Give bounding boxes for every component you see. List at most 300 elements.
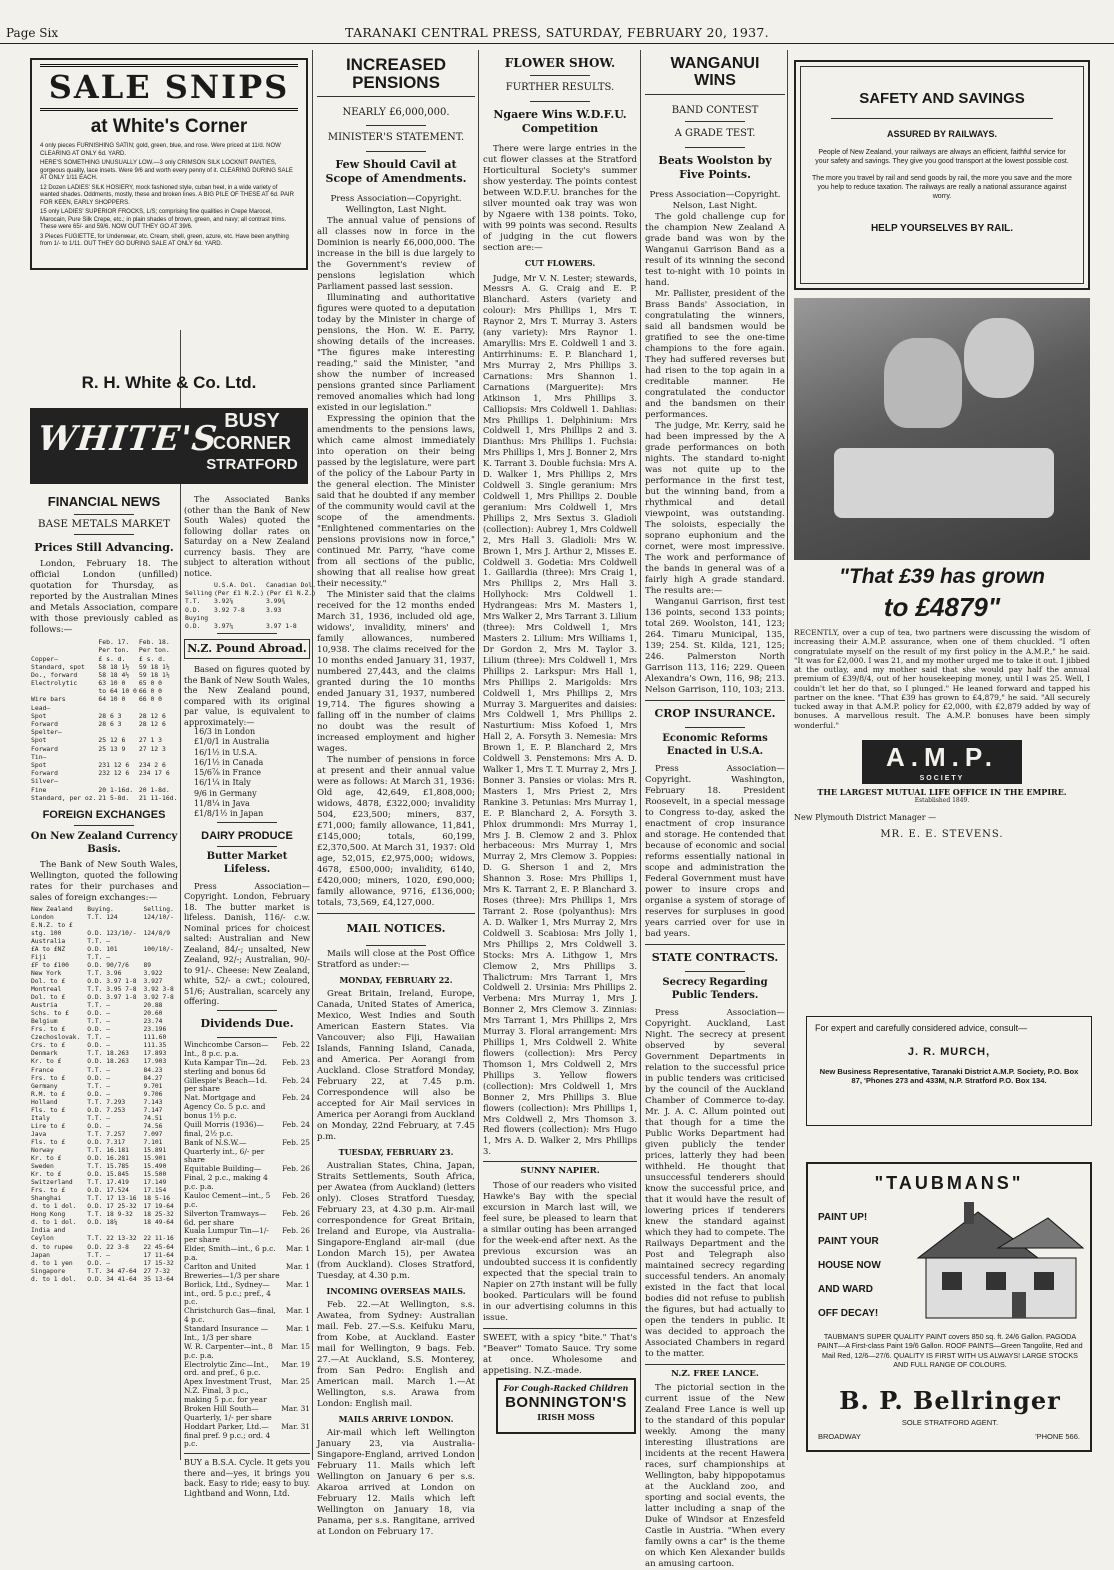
table-cell: Ceylon xyxy=(31,1235,54,1243)
column-rule xyxy=(787,50,788,1460)
crop-body: Press Association—Copyright. Washington, February 18. President Roosevelt, in a special message to Congress to-day, asked the enactment of crop insurance and storage. He contended that because of economic and social reforms essentially national in scope and administration the Federal Government must have power to insure crops and organise a system of storage of reserves for surpluses in good years carried over for use in bad years. xyxy=(645,764,785,940)
sunny-napier-body: Those of our readers who visited Hawke's Bay with the special excursion in March last will, we feel sure, be pleased to learn that a similar outing has been arranged for the week-end after next. As the previous excursion was an undoubted success it is confidently expected that the special train to Napier on 27th instant will be fully booked. Particulars will be found in our advertising columns in this issue. xyxy=(483,1181,637,1324)
table-cell: O.D. 34 41-64 xyxy=(87,1275,137,1283)
table-row xyxy=(30,1195,178,1203)
list-item xyxy=(184,1378,310,1405)
list-item: 9/6 in Germany xyxy=(194,788,257,798)
table-row xyxy=(30,1244,178,1252)
table-row xyxy=(30,646,178,654)
table-cell: Singapore xyxy=(31,1267,66,1275)
amp-logo xyxy=(862,740,1022,784)
mail-tuesday: TUESDAY, FEBRUARY 23. xyxy=(338,1146,454,1157)
amp-story: RECENTLY, over a cup of tea, two partners were discussing the wisdom of increasing their A.M.P. assurance, when one of them chuckled. "I often congratulate myself on the result of my first policy in the A.M.P.," he said. "It was for £2,000. I was 21, and my mother urged me to take it out. I jibbed at the outlay, and my mother said that she would pay half the annual premium of £39/8/4, out of her housekeeping money, until I was 25. Well, I couldn't let her do that, so I plunged." He leaned forward and tapped his partner on the knee. "That £39 has grown to £4,879," he said. "All securely tucked away in that A.M.P. policy for £2,000, with £2,879 added by way of bonuses. A marvellous result. The A.M.P. bonuses have been simply wonderful." xyxy=(794,628,1090,730)
table-row xyxy=(30,930,178,938)
list-item: 15/6⅞ in France xyxy=(194,768,262,778)
largest-mutual: THE LARGEST MUTUAL LIFE OFFICE IN THE EMPIRE. xyxy=(817,786,1067,797)
house-chimney xyxy=(964,1202,974,1224)
a-grade-heading: A GRADE TEST. xyxy=(674,128,756,140)
table-cell: Tin— xyxy=(31,752,47,761)
wanganui-column xyxy=(645,55,785,1569)
table-cell xyxy=(143,954,179,962)
list-item xyxy=(184,1059,310,1077)
table-cell: 27 1 3 xyxy=(138,736,162,745)
list-item xyxy=(184,1343,310,1361)
slogan-line: AND WARD xyxy=(818,1284,873,1295)
table-cell: 17.893 xyxy=(143,1050,167,1058)
table-cell: O.D. xyxy=(185,605,201,614)
crop-insurance-heading: CROP INSURANCE. xyxy=(654,707,776,721)
house-roof xyxy=(998,1218,1083,1248)
table-cell: O.D. 3.97 1-8 xyxy=(87,994,137,1002)
flower-show-heading: FLOWER SHOW. xyxy=(504,56,616,70)
table-cell: 7.101 xyxy=(143,1138,163,1146)
sole-agent: SOLE STRATFORD AGENT. xyxy=(901,1418,999,1427)
dividend-date: Mar. 19 xyxy=(281,1359,310,1369)
table-cell: 66 0 0 xyxy=(138,687,162,696)
table-cell: Per ton. xyxy=(98,646,130,655)
table-cell: Montreal xyxy=(31,986,62,994)
table-cell: 7.097 xyxy=(143,1130,163,1138)
headline-line: WINS xyxy=(694,71,736,89)
table-cell: Czechoslovak. xyxy=(31,1034,81,1042)
dividend-company: Equitable Building—Final, 2 p.c., making 4 p.c. p.a. xyxy=(184,1164,268,1192)
table-row xyxy=(30,671,178,679)
table-row xyxy=(30,728,178,736)
table-cell: 234 17 6 xyxy=(138,769,170,778)
free-lance-body: The pictorial section in the current issue of the New Zealand Free Lance is well up to the standard of this popular weekly. Among the many interesting illustrations are incidents at the recent Hawera races, surf championships at Wellington, baby hippopotamus at the Auckland zoo, and sporting and social events, the latter including a snap of the Duke of Windsor at Enzesfeld Castle in Austria. "When every family owns a car" is the theme on which Ken Alexander builds an amusing cartoon. xyxy=(645,1382,785,1569)
house-door xyxy=(1012,1292,1026,1318)
sale-item: 4 only pieces FURNISHING SATIN; gold, green, blue, and rose. Were priced at 11/d. NOW CLEARING AT ONLY 6d. YARD. xyxy=(40,143,281,157)
table-cell: Denmark xyxy=(31,1050,58,1058)
table-cell: 15.891 xyxy=(143,1146,167,1154)
table-cell: Hong Kong xyxy=(31,1211,66,1219)
bonningtons-name: BONNINGTON'S xyxy=(505,1394,627,1412)
table-cell: Austria xyxy=(31,1002,58,1010)
table-row xyxy=(30,745,178,753)
house-window xyxy=(942,1272,962,1290)
amp-society-text: SOCIETY xyxy=(919,774,965,782)
table-cell: T.T. — xyxy=(87,1066,110,1074)
table-cell: Standard, per oz. xyxy=(31,793,97,802)
table-cell: Silver— xyxy=(31,777,58,786)
table-cell: Kr. to £ xyxy=(31,1155,62,1163)
dividend-date: Feb. 24 xyxy=(282,1119,310,1129)
table-cell: Frs. to £ xyxy=(31,1074,66,1082)
bellringer-name: B. P. Bellringer xyxy=(839,1386,1061,1415)
table-cell: 23.196 xyxy=(143,1026,167,1034)
table-cell: 59 18 1½ xyxy=(138,670,170,679)
fx-table xyxy=(30,906,178,1284)
table-cell xyxy=(97,777,137,785)
further-results-heading: FURTHER RESULTS. xyxy=(505,82,615,94)
dividend-date: Feb. 24 xyxy=(282,1093,310,1103)
amp-headline-1: "That £39 has grown xyxy=(838,565,1045,588)
table-cell: Spelter— xyxy=(31,728,62,737)
murch-name: J. R. MURCH, xyxy=(907,1045,991,1058)
table-row xyxy=(30,938,178,946)
list-item xyxy=(184,1121,310,1139)
table-cell: T.T. 16.181 xyxy=(87,1146,129,1154)
rate-header: Selling xyxy=(185,589,212,598)
table-cell: 111.35 xyxy=(143,1042,167,1050)
list-item xyxy=(184,1307,310,1325)
taubmans-body: TAUBMAN'S SUPER QUALITY PAINT covers 850 sq. ft. 24/6 Gallon. PAGODA PAINT—A First-class Paint 19/6 Gallon. ROOF PAINTS—Green Tangolite, Red and Mail Red, 12/6—27/6. QUALITY IS FIRST WITH US ALWAYS! LARGE STOCKS AND FULL RANGE OF COLOURS. xyxy=(817,1332,1083,1370)
dividend-company: Borlick, Ltd., Sydney—int., ord. 5 p.c.; pref., 4 p.c. xyxy=(184,1279,271,1307)
fx-col-header: New Zealand xyxy=(31,905,73,913)
established: Established 1849. xyxy=(914,797,970,805)
table-row xyxy=(30,695,178,703)
list-item: 16/1½ in Canada xyxy=(194,757,264,767)
bellringer-street: BROADWAY xyxy=(818,1432,861,1441)
banner-whites: WHITE'S xyxy=(35,419,220,459)
metals-body: London, February 18. The official London (unfilled) quotation for Thursday, as reported by the Australian Mines and Metals Association, compare with those previously cabled as follows:— xyxy=(30,559,178,636)
table-cell: 28 12 6 xyxy=(138,711,166,720)
table-cell: 17 19-64 xyxy=(143,1203,174,1211)
mail-notices-heading: MAIL NOTICES. xyxy=(346,922,446,936)
column-rule xyxy=(180,330,181,1460)
banks-body: The Associated Banks (other than the Bank of New South Wales) quoted the following dollar rates on Saturday on a New Zealand currency basis. They are subject to alteration without notice. xyxy=(184,494,310,578)
help-yourselves: HELP YOURSELVES BY RAIL. xyxy=(870,223,1014,235)
table-cell: 64 10 0 xyxy=(98,695,126,704)
table-cell: O.D. 90/7/6 xyxy=(87,961,129,969)
table-row xyxy=(30,1252,178,1260)
table-row xyxy=(30,679,178,687)
table-cell: Australia xyxy=(31,937,66,945)
dividend-company: Nat. Mortgage and Agency Co. 5 p.c. and bonus 1½ p.c. xyxy=(184,1093,266,1121)
table-cell: 20 1-8d. xyxy=(138,785,170,794)
amp-logo-text: A.M.P. xyxy=(885,741,999,772)
white-firm-name: R. H. White & Co. Ltd. xyxy=(81,373,257,392)
pensions-para: The number of pensions in force at present and their annual value were as follows: At March 31, 1936: Old age, 42,649, £1,808,000; widows, 4878, £322,000; invalidity 504, £23,500; miners, 837, £71,000; family allowance, 11,841, £145,000; totals, 60,199, £2,370,500. At March 31, 1937: Old age, 52,015, £2,975,000; widows, 4678, £500,000; invalidity, 6140, £420,000; miners, 1020, £90,000; family allowance, 9716, £136,000; totals, 73,569, £4,127,000. xyxy=(317,755,475,909)
table-cell: 234 2 6 xyxy=(138,760,166,769)
table-cell: stg. 100 xyxy=(31,929,62,937)
table-cell xyxy=(30,646,97,654)
table-cell: £F to £100 xyxy=(31,961,69,969)
dividend-date: Feb. 25 xyxy=(282,1137,310,1147)
table-cell: Feb. 17. xyxy=(98,638,130,647)
table-cell: T.T. 3.96 xyxy=(87,969,122,977)
banks-column xyxy=(184,494,316,1499)
table-cell: T.T. — xyxy=(87,1114,110,1122)
table-row xyxy=(30,1034,178,1042)
dividend-date: Feb. 24 xyxy=(282,1075,310,1085)
table-row xyxy=(184,622,317,630)
metals-table xyxy=(30,638,178,802)
dividend-company: W. R. Carpenter—int., 8 p.c. p.a. xyxy=(184,1341,273,1360)
band-para: Wanganui Garrison, first test 136 points, second 133 points; total 269. Woolston, 141, 123; 264. Timaru Municipal, 135, 139; 254. St. Kilda, 121, 125; 246. Palmerston North Garrison 113, 116; 229. Queen Alexandra's Own, 116, 98; 213. Nelson Garrison, 110, 103; 213. xyxy=(645,597,785,696)
table-cell xyxy=(86,922,142,930)
murch-intro: For expert and carefully considered advice, consult— xyxy=(815,1023,1028,1033)
table-cell: O.D. 7.317 xyxy=(87,1138,126,1146)
list-item xyxy=(184,1263,310,1281)
free-lance-heading: N.Z. FREE LANCE. xyxy=(671,1368,759,1379)
table-cell: 18 49-64 xyxy=(143,1219,174,1227)
table-row xyxy=(30,1187,178,1195)
table-cell: New York xyxy=(31,969,62,977)
pensions-dateline: Press Association—Copyright. Wellington, Last Night. xyxy=(330,194,462,216)
table-cell: 59 18 1½ xyxy=(138,662,170,671)
band-contest-heading: BAND CONTEST xyxy=(671,104,759,116)
table-cell: 63 10 0 xyxy=(98,679,126,688)
table-cell: 84.23 xyxy=(143,1066,163,1074)
table-cell: 124/10/- xyxy=(143,913,174,921)
mail-intro: Mails will close at the Post Office Stratford as under:— xyxy=(317,948,475,970)
house-window xyxy=(986,1272,1006,1290)
table-cell: 3.99¾ xyxy=(265,597,286,606)
band-para: The gold challenge cup for the champion New Zealand A grade band was won by the Wanganui Garrison Band as a result of its winning the second test to-night with 10 points in hand. xyxy=(645,212,785,289)
sale-item: 12 Dozen LADIES' SILK HOSIERY, mock fashioned style, cuban heel, in a wide variety of wanted shades. Oddments, mostly, these and broken lines. A BIG PILE OF THESE AT 6d. PAIR FOR KEEN, EARLY SHOPPERS. xyxy=(40,184,294,206)
dividend-date: Mar. 25 xyxy=(281,1377,310,1387)
table-cell xyxy=(97,728,137,736)
table-row xyxy=(30,753,178,761)
table-row xyxy=(30,1268,178,1276)
table-row xyxy=(30,1067,178,1075)
dividend-date: Mar. 1 xyxy=(285,1244,310,1254)
table-cell xyxy=(138,753,178,761)
railways-para: The more you travel by rail and send goods by rail, the more you save and the more you help to reduce taxation. The railways are really a national assurance against worry. xyxy=(812,174,1072,200)
list-item xyxy=(184,1361,310,1379)
ngaere-heading: Ngaere Wins W.D.F.U. Competition xyxy=(493,108,627,136)
table-cell xyxy=(143,938,179,946)
table-row xyxy=(30,1010,178,1018)
table-row xyxy=(30,687,178,695)
person-silhouette xyxy=(884,338,962,428)
table-cell: Germany xyxy=(31,1082,58,1090)
table-row xyxy=(30,1115,178,1123)
table-cell: 27 12 3 xyxy=(138,744,166,753)
table-cell: T.T. — xyxy=(87,953,110,961)
slogan-line: HOUSE NOW xyxy=(818,1260,881,1271)
mail-monday: MONDAY, FEBRUARY 22. xyxy=(339,974,453,985)
table-cell: 3.922 xyxy=(143,969,163,977)
table-cell: O.D. 101 xyxy=(87,945,118,953)
list-item xyxy=(184,1139,310,1166)
table-cell: T.T. 7.293 xyxy=(87,1098,126,1106)
dividend-date: Feb. 23 xyxy=(282,1057,310,1067)
sunny-napier-heading: SUNNY NAPIER. xyxy=(520,1166,600,1177)
dividend-company: Winchcombe Carson—Int., 8 p.c. p.a. xyxy=(184,1040,269,1058)
table-cell: 17.154 xyxy=(143,1187,167,1195)
table-cell: O.D. — xyxy=(87,1042,110,1050)
table-cell: Holland xyxy=(31,1098,58,1106)
column-rule xyxy=(478,50,479,1460)
table-cell: 18 5-16 xyxy=(143,1195,171,1203)
list-item: 11/8¼ in Java xyxy=(194,798,250,808)
table-cell: 74.56 xyxy=(143,1122,163,1130)
table-cell: T.T. 18.263 xyxy=(87,1050,129,1058)
table-cell: T.T. — xyxy=(87,1018,110,1026)
bsa-cycle-ad: BUY a B.S.A. Cycle. It gets you there and—yes, it brings you back. Easy to ride; easy to buy. Lightband and Wonn, Ltd. xyxy=(184,1458,310,1499)
table-cell: O.D. 18.263 xyxy=(87,1058,129,1066)
dividend-company: Quill Morris (1936)—final, 2½ p.c. xyxy=(184,1119,264,1138)
table-cell: O.D. 17.524 xyxy=(87,1187,129,1195)
table-cell: Lead— xyxy=(31,703,51,712)
table-cell: 27 7-32 xyxy=(143,1267,171,1275)
dairy-heading: DAIRY PRODUCE xyxy=(201,830,293,843)
table-cell: Frs. to £ xyxy=(31,1026,66,1034)
table-cell: 111.60 xyxy=(143,1034,167,1042)
table-row xyxy=(30,970,178,978)
table-cell: 3.97 1-8 xyxy=(265,621,297,630)
table-cell: O.D. 16.281 xyxy=(87,1155,129,1163)
table-cell: T.T. 22 13-32 xyxy=(87,1235,137,1243)
table-cell: to 64 10 0 xyxy=(98,687,137,696)
railways-para: People of New Zealand, your railways are always an efficient, faithful service for your safety and savings. They give you good transport at the lowest possible cost. xyxy=(815,148,1069,165)
table-row xyxy=(30,663,178,671)
table-cell: £ s. d. xyxy=(138,654,166,663)
table-cell: O.D. — xyxy=(87,1259,110,1267)
table-row xyxy=(30,1147,178,1155)
table-row xyxy=(30,1026,178,1034)
table-cell: T.T. — xyxy=(87,1082,110,1090)
list-item xyxy=(184,1077,310,1095)
table-cell: France xyxy=(31,1066,54,1074)
pensions-para: Illuminating and authoritative figures were quoted to a deputation today by the Minister in charge of pensions, the Hon. W. E. Parry, showing details of the increases. "The figures make interesting reading," said the Minister, "and show the number of increased pensions granted since Parliament removed anomalies which had long existed in our legislation." xyxy=(317,293,475,414)
table-row xyxy=(30,1099,178,1107)
table-cell: O.D. 15.845 xyxy=(87,1171,129,1179)
table-cell: T.T. 7.257 xyxy=(87,1130,126,1138)
table-cell: 74.51 xyxy=(143,1114,163,1122)
table-cell: T.T. — xyxy=(87,1251,110,1259)
table-cell: Shanghai xyxy=(31,1195,62,1203)
table-cell xyxy=(97,753,137,761)
table-cell: O.D. 123/10/- xyxy=(87,929,137,937)
table-cell: 18 25-32 xyxy=(143,1211,174,1219)
table-cell xyxy=(265,614,317,622)
dividend-date: Feb. 26 xyxy=(282,1226,310,1236)
table-cell: 28 12 6 xyxy=(138,720,166,729)
table-cell: Fls. to £ xyxy=(31,1138,66,1146)
beaver-sauce-ad: SWEET, with a spicy "bite." That's "Beaver" Tomato Sauce. Try some at once. Wholesome and appetising. N.Z.-made. xyxy=(483,1333,637,1377)
table-row xyxy=(30,994,178,1002)
table-cell: 21 5-8d. xyxy=(98,793,130,802)
tea-table xyxy=(834,448,1054,518)
table-row xyxy=(30,1163,178,1171)
incoming-mails-body: Feb. 22.—At Wellington, s.s. Awatea, from Sydney: Australian mail. Feb. 27.—S.s. Keifuku Maru, from Kobe, at Auckland. Easter mail for Wellington, 9 bags. Feb. 27.—At Auckland, S.S. Monterey, from San Pedro: English and American mail. March 1.—At Wellington, s.s. Arawa from London: English mail. xyxy=(317,1300,475,1410)
table-row xyxy=(30,1227,178,1235)
table-cell: O.D. — xyxy=(87,1074,110,1082)
list-item: 16/1½ in U.S.A. xyxy=(194,747,258,757)
dividend-date: Mar. 1 xyxy=(285,1279,310,1289)
table-row xyxy=(30,1075,178,1083)
table-cell: 124/8/9 xyxy=(143,929,171,937)
column-rule xyxy=(312,50,313,1460)
partners-tea-photo xyxy=(794,298,1090,560)
table-cell: £A to £NZ xyxy=(31,945,66,953)
table-cell: O.D. — xyxy=(87,1122,110,1130)
list-item xyxy=(184,1192,310,1210)
table-row xyxy=(184,597,317,605)
table-cell: 65 0 0 xyxy=(138,679,162,688)
table-cell: d. to 1 dol. xyxy=(31,1275,77,1283)
sale-item: HERE'S SOMETHING UNUSUALLY LOW.—3 only CRIMSON SILK LOCKNIT PANTIES, gorgeous quality, lace insets. Were 9/6 and worth every penny of it. CLEARING DURING SALE AT ONLY 1/11 EACH. xyxy=(40,160,293,182)
list-item xyxy=(184,1165,310,1192)
table-cell: O.D. 22 3-8 xyxy=(87,1243,129,1251)
house-window xyxy=(1034,1272,1054,1290)
mails-arrive-heading: MAILS ARRIVE LONDON. xyxy=(338,1414,454,1425)
table-cell: Sweden xyxy=(31,1163,54,1171)
bonningtons-ad xyxy=(496,1378,636,1434)
table-row xyxy=(30,962,178,970)
table-row xyxy=(30,720,178,728)
table-row xyxy=(30,1139,178,1147)
table-cell: 35 13-64 xyxy=(143,1275,174,1283)
sale-item: 3 Pieces FUGIETTE, for Underwear, etc. Cream, shell, green, azure, etc. Have been anything from 1/- to 1/11. OUT THEY GO DURING SALE AT ONLY 6d. YARD. xyxy=(40,233,289,248)
table-cell: 17 15-32 xyxy=(143,1259,174,1267)
rate-header: (Per £1 N.Z.) xyxy=(213,589,264,598)
table-cell: 20.60 xyxy=(143,1010,163,1018)
table-cell: Copper— xyxy=(31,654,58,663)
amp-ad xyxy=(794,298,1090,910)
slogan-line: PAINT UP! xyxy=(818,1212,868,1223)
table-cell: O.D. 18¼ xyxy=(87,1219,118,1227)
page-number: Page Six xyxy=(6,26,59,40)
dividend-date: Mar. 31 xyxy=(281,1421,310,1431)
list-item xyxy=(184,1423,310,1450)
headline-line: PENSIONS xyxy=(352,72,440,92)
table-row xyxy=(30,777,178,785)
table-row xyxy=(30,954,178,962)
state-contracts-heading: STATE CONTRACTS. xyxy=(651,951,779,965)
table-cell: Electrolytic xyxy=(31,679,78,688)
table-cell: 17 11-64 xyxy=(143,1251,174,1259)
table-cell: O.D. 7.253 xyxy=(87,1106,126,1114)
table-cell: 58 18 1½ xyxy=(98,662,130,671)
table-cell: 3.927 xyxy=(143,977,163,985)
list-item xyxy=(184,1281,310,1308)
dividend-date: Mar. 1 xyxy=(285,1261,310,1271)
irish-moss: IRISH MOSS xyxy=(537,1412,595,1423)
fx-body: The Bank of New South Wales, Wellington, quoted the following rates for their purchases and sales of foreign exchanges:— xyxy=(30,859,178,903)
table-cell: Norway xyxy=(31,1146,54,1154)
table-cell: Belgium xyxy=(31,1018,58,1026)
fx-col-header: Selling. xyxy=(143,905,174,913)
table-cell xyxy=(30,687,97,695)
pensions-para: The annual value of pensions of all classes now in force in the Dominion is nearly £6,000,000. The increase in the bill is due largely to the Government's review of pensions legislation which Parliament passed last session. xyxy=(317,216,475,293)
list-item xyxy=(184,1405,310,1423)
table-cell: Forward xyxy=(31,769,58,778)
rate-header: Canadian Dol. xyxy=(265,581,316,589)
economic-reforms-heading: Economic Reforms Enacted in U.S.A. xyxy=(662,733,768,758)
rate-header: (Per £1 N.Z.) xyxy=(265,589,316,598)
table-cell: Forward xyxy=(31,720,58,729)
list-item xyxy=(184,1227,310,1245)
table-cell: 3.92⅞ xyxy=(213,597,234,606)
table-row xyxy=(30,946,178,954)
bellringer-phone: 'PHONE 566. xyxy=(1035,1432,1080,1441)
pensions-sub3: Few Should Cavil at Scope of Amendments. xyxy=(325,158,467,186)
financial-news-heading: FINANCIAL NEWS xyxy=(47,494,161,509)
base-metals-heading: BASE METALS MARKET xyxy=(37,517,171,530)
table-cell: Fls. to £ xyxy=(31,1106,66,1114)
dividends-list xyxy=(184,1041,310,1449)
murch-details: New Business Representative, Taranaki District A.M.P. Society, P.O. Box 87, 'Phones 273 and 433M, N.P. Stratford P.O. Box 134. xyxy=(819,1066,1079,1086)
table-cell: Lire to £ xyxy=(31,1122,66,1130)
list-item: 16/1¼ in Italy xyxy=(194,778,251,788)
table-row xyxy=(30,1131,178,1139)
table-cell: 28 6 3 xyxy=(98,720,122,729)
table-cell: Switzerland xyxy=(31,1179,73,1187)
table-cell: Do., forward xyxy=(31,670,78,679)
dividends-heading: Dividends Due. xyxy=(200,1016,294,1030)
table-cell: T.T. xyxy=(185,597,201,606)
table-cell: 3.92 7-8 xyxy=(143,994,174,1002)
table-cell: 7.143 xyxy=(143,1098,163,1106)
whites-busy-corner-banner xyxy=(30,408,308,484)
table-row xyxy=(30,712,178,720)
taubmans-slogan xyxy=(818,1206,898,1326)
banner-word: BUSY xyxy=(224,410,280,432)
